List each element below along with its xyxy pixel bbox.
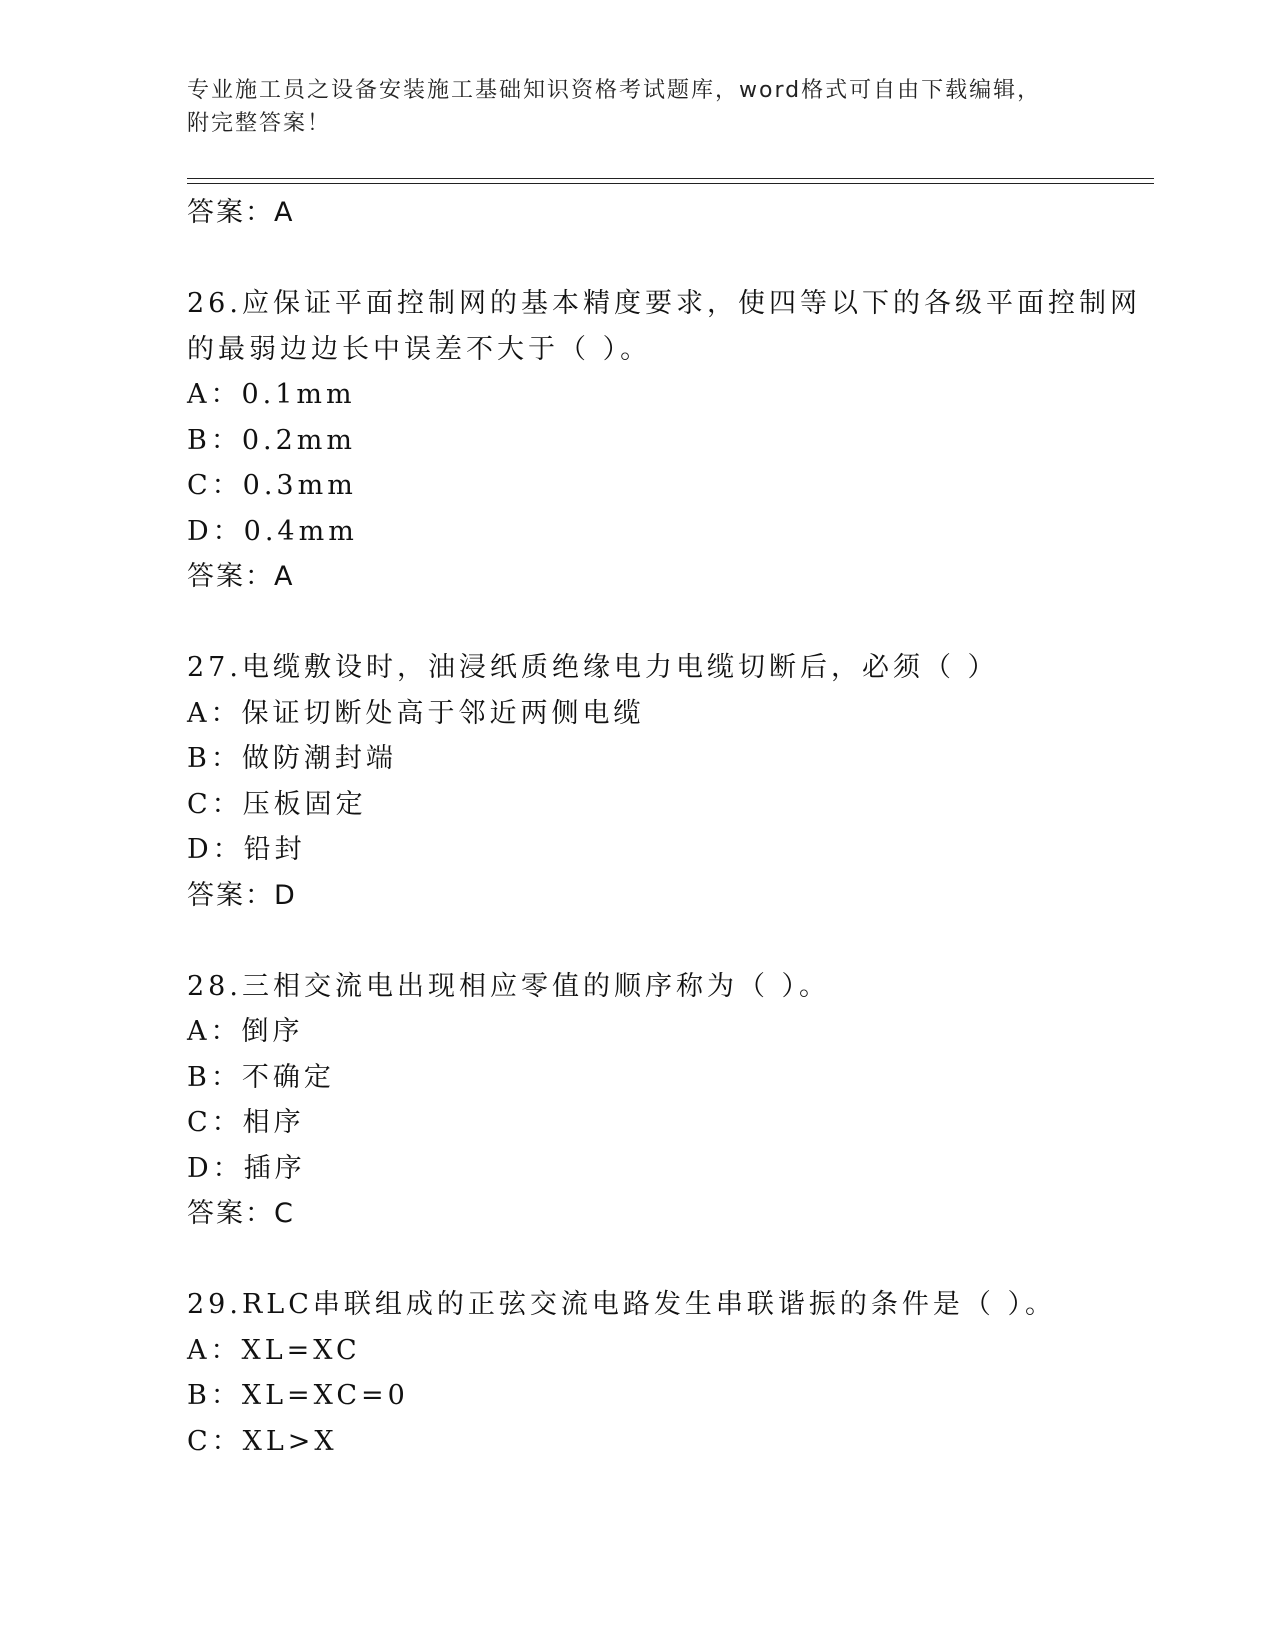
question-26 <box>187 281 1147 600</box>
question-27 <box>187 645 1147 918</box>
header-divider-bottom <box>187 183 1154 184</box>
option-d: D：0.4mm <box>187 515 358 547</box>
answer-line: 答案：D <box>187 879 297 911</box>
option-c: C：相序 <box>187 1107 305 1138</box>
question-29 <box>187 1282 1147 1464</box>
spacer <box>187 918 1147 964</box>
option-b: B：XL=XC=0 <box>187 1380 409 1411</box>
question-stem: 28.三相交流电出现相应零值的顺序称为（ ）。 <box>187 970 831 1002</box>
option-c: C：0.3mm <box>187 470 357 501</box>
header-divider-top <box>187 178 1154 179</box>
document-header <box>187 74 1087 140</box>
answer-line: 答案：A <box>187 561 295 592</box>
question-stem: 29.RLC串联组成的正弦交流电路发生串联谐振的条件是（ ）。 <box>187 1289 1056 1320</box>
option-a: A：0.1mm <box>187 379 356 410</box>
option-d: D：铅封 <box>187 834 306 865</box>
option-b: B：0.2mm <box>187 424 356 456</box>
option-a: A：倒序 <box>187 1016 304 1047</box>
option-a: A：保证切断处高于邻近两侧电缆 <box>187 697 645 729</box>
option-d: D：插序 <box>187 1152 306 1184</box>
spacer <box>187 600 1147 646</box>
question-28 <box>187 964 1147 1237</box>
option-b: B：做防潮封端 <box>187 743 397 774</box>
answer-line: 答案：A <box>187 197 295 228</box>
header-line-2: 附完整答案！ <box>187 111 332 136</box>
answer-line: 答案：C <box>187 1198 295 1229</box>
option-b: B：不确定 <box>187 1061 335 1093</box>
question-stem: 27.电缆敷设时，油浸纸质绝缘电力电缆切断后，必须（ ） <box>187 652 999 683</box>
option-a: A：XL=XC <box>187 1334 361 1366</box>
spacer <box>187 236 1147 282</box>
question-stem: 26.应保证平面控制网的基本精度要求，使四等以下的各级平面控制网 <box>187 288 1141 319</box>
option-c: C：压板固定 <box>187 788 367 820</box>
header-line-1: 专业施工员之设备安装施工基础知识资格考试题库，word格式可自由下载编辑， <box>187 78 1042 103</box>
question-list <box>187 190 1147 1464</box>
spacer <box>187 1237 1147 1283</box>
question-stem: 的最弱边边长中误差不大于（ ）。 <box>187 333 652 365</box>
option-c: C：XL>X <box>187 1425 338 1457</box>
